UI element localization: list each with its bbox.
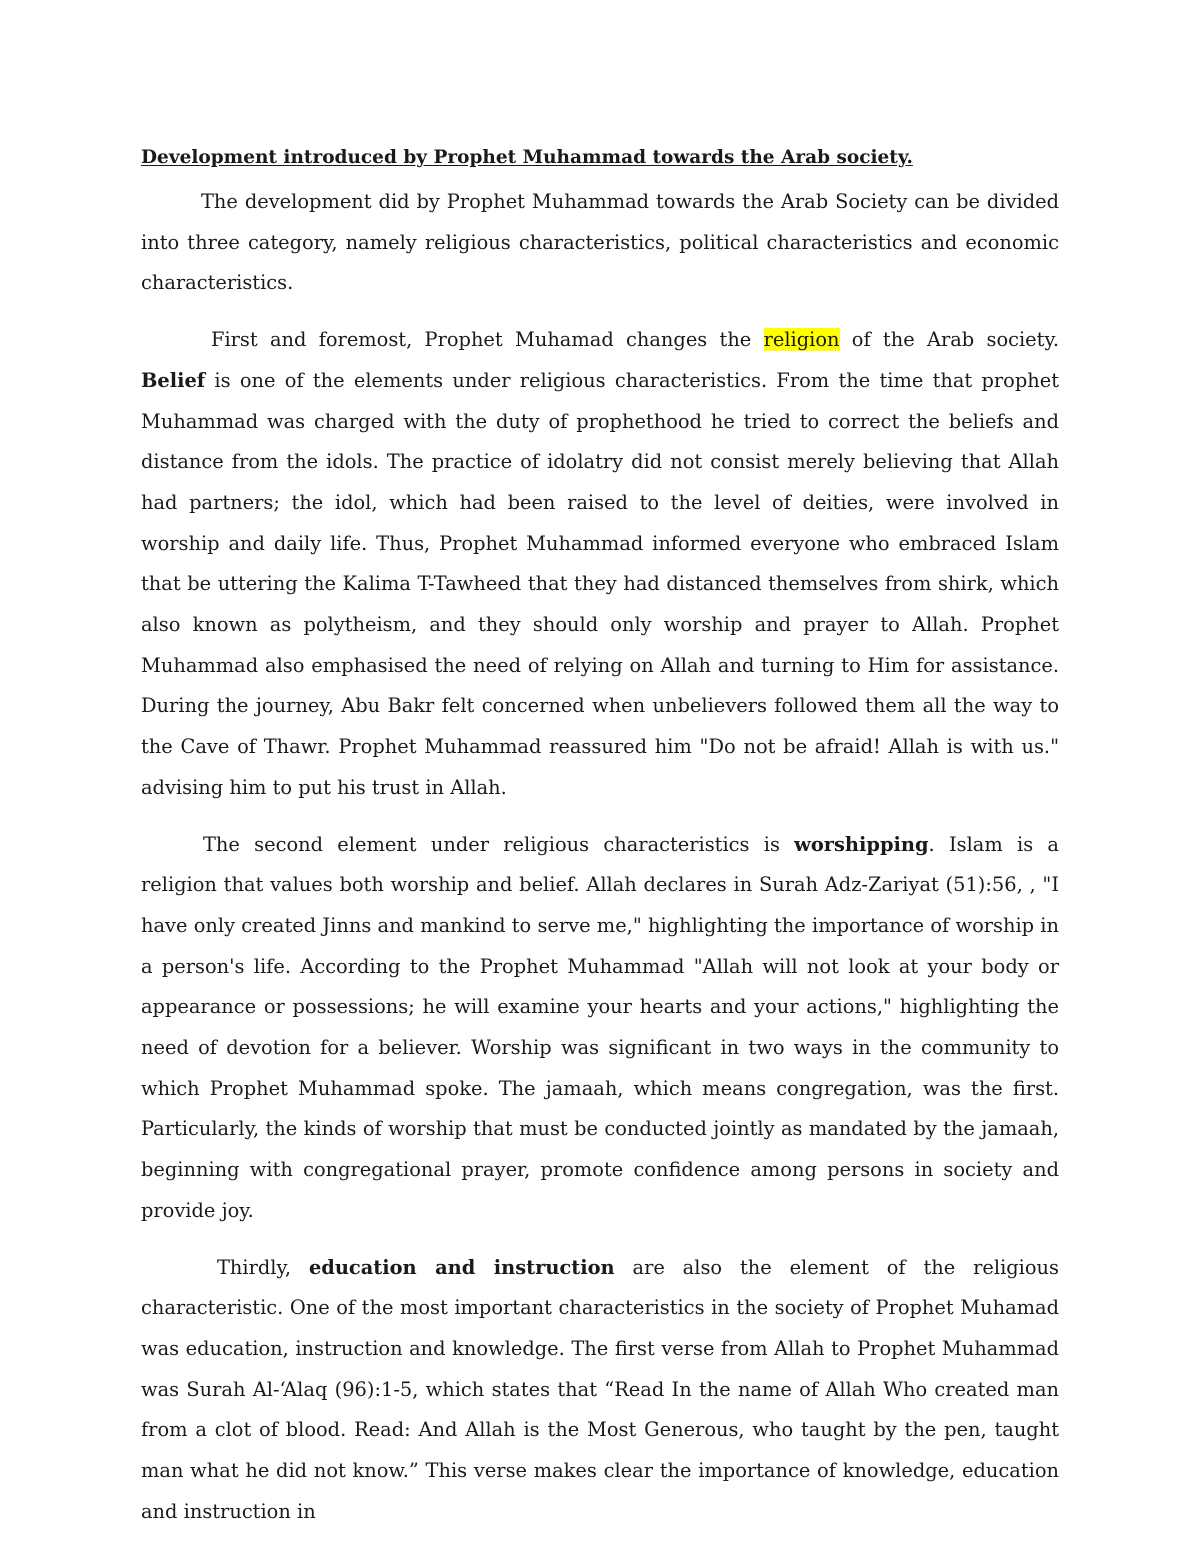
paragraph-text: is one of the elements under religious characteristics. From the time that prophet Muhammad was charged with the duty of prophethood he tried to correct the beliefs and distance from the idols. The practice of idolatry did not consist merely believing that Allah had partners; the idol, which had been raised to the level of deities, were involved in worship and daily life. Thus, Prophet Muhammad informed everyone who embraced Islam that be uttering the Kalima T-Tawheed that they had distanced themselves from shirk, which also known as polytheism, and they should only worship and prayer to Allah. Prophet Muhammad also emphasised the need of relying on Allah and turning to Him for assistance. During the journey, Abu Bakr felt concerned when unbelievers followed them all the way to the Cave of Thawr. Prophet Muhammad reassured him "Do not be afraid! Allah is with us." advising him to put his trust in Allah. (141, 368, 1059, 799)
highlighted-word: religion (763, 328, 840, 352)
paragraph-text: Thirdly, (217, 1255, 309, 1279)
paragraph-education (141, 1248, 1059, 1533)
bold-term: worshipping (794, 832, 929, 856)
paragraph-worshipping (141, 825, 1059, 1232)
paragraph-text: are also the element of the religious characteristic. One of the most important characteristics in the society of Prophet Muhamad was education, instruction and knowledge. The first verse from Allah to Prophet Muhammad was Surah Al-‘Alaq (96):1-5, which states that “Read In the name of Allah Who created man from a clot of blood. Read: And Allah is the Most Generous, who taught by the pen, taught man what he did not know.” This verse makes clear the importance of knowledge, education and instruction in (141, 1255, 1059, 1523)
bold-term: Belief (141, 368, 206, 392)
paragraph-belief (141, 320, 1059, 808)
bold-term: education and instruction (308, 1255, 615, 1279)
paragraph-intro (141, 182, 1059, 304)
document-title: Development introduced by Prophet Muhammad towards the Arab society. (141, 147, 913, 168)
document-page (141, 140, 1059, 1533)
paragraph-text: . Islam is a religion that values both worship and belief. Allah declares in Surah Adz-Zariyat (51):56, , "I have only created Jinns and mankind to serve me," highlighting the importance of worship in a person's life. According to the Prophet Muhammad "Allah will not look at your body or appearance or possessions; he will examine your hearts and your actions," highlighting the need of devotion for a believer. Worship was significant in two ways in the community to which Prophet Muhammad spoke. The jamaah, which means congregation, was the first. Particularly, the kinds of worship that must be conducted jointly as mandated by the jamaah, beginning with congregational prayer, promote confidence among persons in society and provide joy. (141, 832, 1059, 1222)
paragraph-text: The second element under religious characteristics is (203, 832, 795, 856)
paragraph-text: First and foremost, Prophet Muhamad changes the (211, 328, 764, 352)
paragraph-text: of the Arab society. (839, 328, 1059, 352)
paragraph-text: The development did by Prophet Muhammad towards the Arab Society can be divided into three category, namely religious characteristics, political characteristics and economic characteristics. (141, 190, 1059, 295)
